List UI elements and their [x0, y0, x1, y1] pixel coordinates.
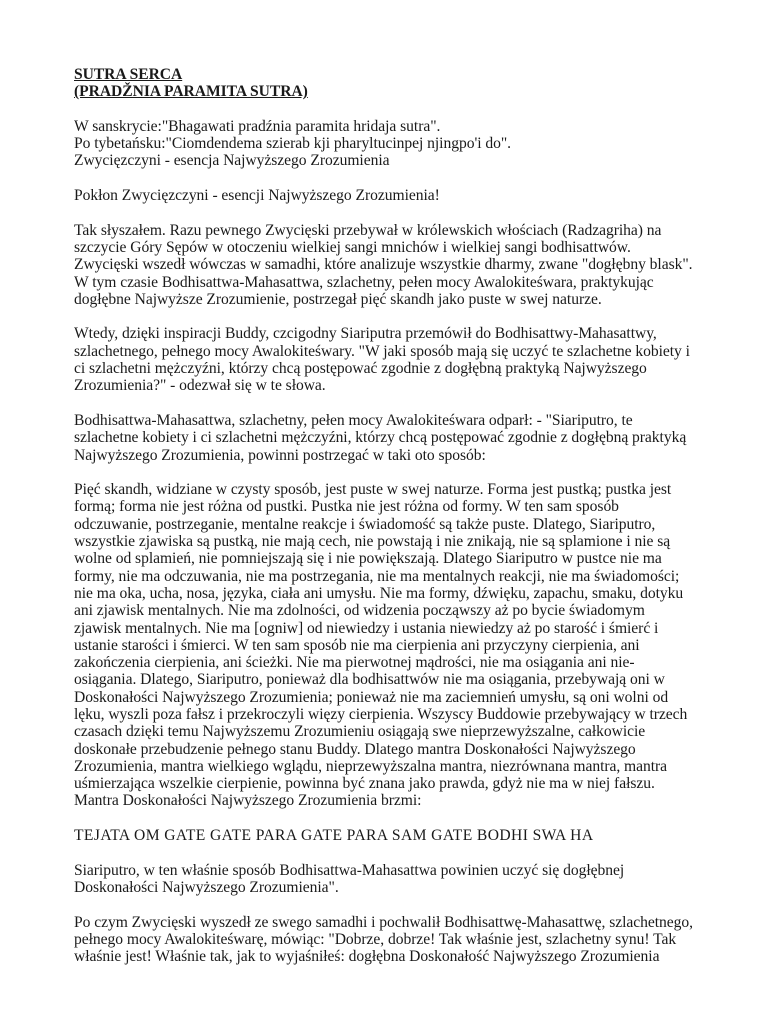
text-line: szlachetnego, pełnego mocy Awalokiteśwary. "W jaki sposób mają się uczyć te szlachetne kobiety i: [74, 342, 690, 360]
mantra-line: TEJATA OM GATE GATE PARA GATE PARA SAM GATE BODHI SWA HA: [74, 827, 594, 845]
subtitle-line: (PRADŽNIA PARAMITA SUTRA): [74, 83, 308, 101]
text-line: ci szlachetni mężczyźni, którzy chcą postępować zgodnie z dogłębną praktyką Najwyższego: [74, 360, 647, 378]
spacer: [74, 101, 724, 118]
paragraph: [74, 914, 724, 966]
text-line: Pięć skandh, widziane w czysty sposób, jest puste w swej naturze. Forma jest pustką; pustka jest: [74, 481, 672, 499]
text-line: Doskonałości Najwyższego Zrozumienia".: [74, 878, 339, 896]
text-line: zjawisk mentalnych. Nie ma [ogniw] od niewiedzy i ustania niewiedzy aż po starość i śmierć i: [74, 619, 659, 637]
text-line: Po czym Zwycięski wyszedł ze swego samadhi i pochwalił Bodhisattwę-Mahasattwę, szlachetnego,: [74, 913, 693, 931]
text-line: uśmierzająca wszelkie cierpienie, powinna być znana jako prawda, gdyż nie ma w niej fałszu.: [74, 775, 655, 793]
text-line: Po tybetańsku:"Ciomdendema szierab kji pharyltucinpej njingpo'i do".: [74, 135, 511, 153]
text-line: Wtedy, dzięki inspiracji Buddy, czcigodny Siariputra przemówił do Bodhisattwy-Mahasattwy,: [74, 325, 657, 343]
text-line: Bodhisattwa-Mahasattwa, szlachetny, pełen mocy Awalokiteśwara odparł: - "Siariputro, te: [74, 411, 633, 429]
text-line: Siariputro, w ten właśnie sposób Bodhisattwa-Mahasattwa powinien uczyć się dogłębnej: [74, 861, 625, 879]
body-paragraphs: [74, 118, 724, 810]
text-line: formą; forma nie jest różna od pustki. Pustka nie jest różna od formy. W ten sam sposób: [74, 498, 619, 516]
text-line: wolne od splamień, nie pomniejszają się i nie powiększają. Dlatego Siariputro w pustce nie ma: [74, 550, 662, 568]
text-line: właśnie jest! Właśnie tak, jak to wyjaśniłeś: dogłębna Doskonałość Najwyższego Zrozumienia: [74, 948, 660, 966]
text-line: szlachetne kobiety i ci szlachetni mężczyźni, którzy chcą postępować zgodnie z dogłębną praktyką: [74, 429, 687, 447]
text-line: Doskonałości Najwyższego Zrozumienia; ponieważ nie ma zaciemnień umysłu, są oni wolni od: [74, 688, 669, 706]
text-line: Zwycięzczyni - esencja Najwyższego Zrozumienia: [74, 152, 390, 170]
text-line: formy, nie ma odczuwania, nie ma postrzegania, nie ma mentalnych reakcji, nie ma świadomości;: [74, 567, 680, 585]
text-line: Mantra Doskonałości Najwyższego Zrozumienia brzmi:: [74, 792, 422, 810]
document-page: [74, 66, 724, 983]
text-line: wszystkie zjawiska są pustką, nie mają cech, nie powstają i nie znikają, nie są splamione i nie są: [74, 533, 671, 551]
paragraph: [74, 412, 724, 464]
text-line: lęku, wyszli poza fałsz i przekroczyli więzy cierpienia. Wszyscy Buddowie przebywający w trzech: [74, 705, 688, 723]
text-line: pełnego mocy Awalokiteśwarę, mówiąc: "Dobrze, dobrze! Tak właśnie jest, szlachetny synu! Tak: [74, 930, 677, 948]
document-title: [74, 66, 724, 101]
text-line: ani zjawisk mentalnych. Nie ma zdolności, od widzenia począwszy aż po bycie świadomym: [74, 602, 645, 620]
text-line: W sanskrycie:"Bhagawati pradźnia paramita hridaja sutra".: [74, 117, 441, 135]
text-line: czasach dzięki temu Najwyższemu Zrozumieniu osiągają swe nieprzewyższalne, całkowicie: [74, 723, 646, 741]
paragraph: [74, 862, 724, 897]
text-line: doskonałe przebudzenie pełnego stanu Buddy. Dlatego mantra Doskonałości Najwyższego: [74, 740, 636, 758]
text-line: Zrozumienia, mantra wielkiego wglądu, nieprzewyższalna mantra, niezrównana mantra, mantra: [74, 757, 668, 775]
paragraph: [74, 222, 724, 308]
text-line: dogłębne Najwyższe Zrozumienie, postrzegał pięć skandh jako puste w swej naturze.: [74, 290, 602, 308]
text-line: nie ma oka, ucha, nosa, języka, ciała ani umysłu. Nie ma formy, dźwięku, zapachu, smaku, dotyku: [74, 584, 684, 602]
text-line: szczycie Góry Sępów w otoczeniu wielkiej sangi mnichów i wielkiej sangi bodhisattwów.: [74, 238, 631, 256]
text-line: Tak słyszałem. Razu pewnego Zwycięski przebywał w królewskich włościach (Radzagriha) na: [74, 221, 662, 239]
text-line: ustanie starości i śmierci. W ten sam sposób nie ma cierpienia ani przyczyny cierpienia, ani: [74, 636, 640, 654]
paragraph: [74, 187, 724, 204]
paragraph: [74, 481, 724, 810]
text-line: Pokłon Zwycięzczyni - esencji Najwyższego Zrozumienia!: [74, 187, 440, 205]
text-line: Najwyższego Zrozumienia, powinni postrzegać w taki oto sposób:: [74, 446, 486, 464]
text-line: zakończenia cierpienia, ani ścieżki. Nie ma pierwotnej mądrości, nie ma osiągania ani nie-: [74, 654, 635, 672]
text-line: osiągania. Dlatego, Siariputro, ponieważ dla bodhisattwów nie ma osiągania, przebywają oni w: [74, 671, 665, 689]
text-line: Zrozumienia?" - odezwał się w te słowa.: [74, 377, 326, 395]
text-line: Zwycięski wszedł wówczas w samadhi, które analizuje wszystkie dharmy, zwane "dogłębny blask".: [74, 256, 693, 274]
text-line: odczuwanie, postrzeganie, mentalne reakcje i świadomość są także puste. Dlatego, Siariputro,: [74, 515, 656, 533]
title-line: SUTRA SERCA: [74, 66, 183, 83]
closing-paragraphs: [74, 862, 724, 966]
text-line: W tym czasie Bodhisattwa-Mahasattwa, szlachetny, pełen mocy Awalokiteśwara, praktykując: [74, 273, 654, 291]
paragraph: [74, 118, 724, 170]
paragraph: [74, 325, 724, 394]
